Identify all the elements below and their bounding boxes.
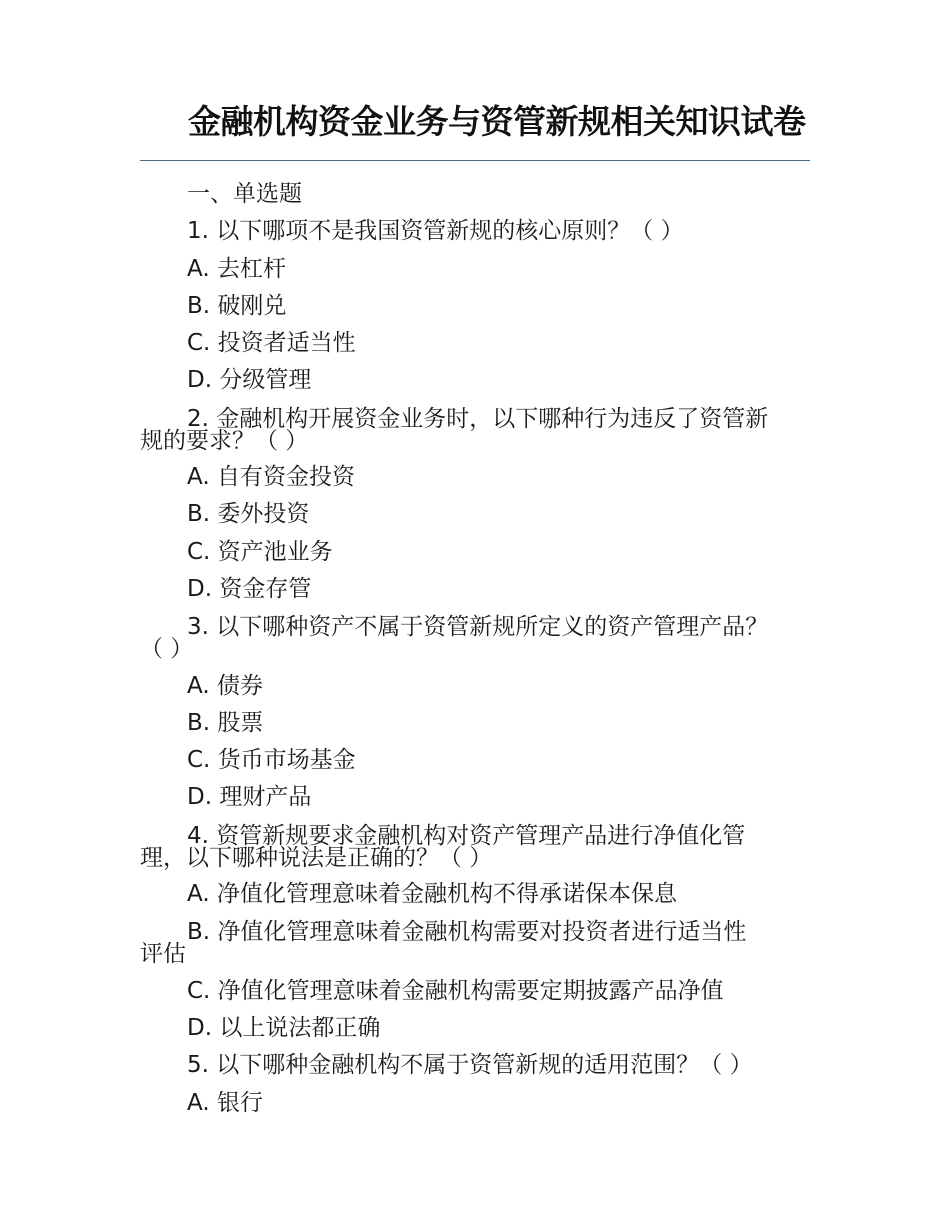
question-4-option-b-line2: 评估 bbox=[140, 941, 186, 968]
page-title: 金融机构资金业务与资管新规相关知识试卷 bbox=[188, 102, 806, 141]
question-1-stem: 1. 以下哪项不是我国资管新规的核心原则？（ ） bbox=[187, 218, 684, 245]
question-3-option-b: B. 股票 bbox=[187, 709, 264, 736]
question-5-option-a: A. 银行 bbox=[187, 1089, 263, 1116]
question-3-option-d: D. 理财产品 bbox=[187, 784, 312, 811]
question-1-option-b: B. 破刚兑 bbox=[187, 292, 287, 319]
question-4-stem-line1: 4. 资管新规要求金融机构对资产管理产品进行净值化管 bbox=[187, 822, 746, 849]
question-4-stem-line2: 理，以下哪种说法是正确的？（ ） bbox=[140, 844, 493, 871]
question-3-option-a: A. 债券 bbox=[187, 672, 263, 699]
question-2-option-c: C. 资产池业务 bbox=[187, 538, 333, 565]
question-3-stem-line2: （ ） bbox=[140, 636, 194, 663]
question-4-option-d: D. 以上说法都正确 bbox=[187, 1014, 381, 1041]
question-4-option-a: A. 净值化管理意味着金融机构不得承诺保本保息 bbox=[187, 881, 677, 908]
question-4-option-b bbox=[140, 913, 810, 972]
section-heading: 一、单选题 bbox=[187, 181, 302, 207]
question-3-option-c: C. 货币市场基金 bbox=[187, 747, 356, 774]
question-2-stem-line1: 2. 金融机构开展资金业务时，以下哪种行为违反了资管新 bbox=[187, 405, 769, 432]
question-1-option-c: C. 投资者适当性 bbox=[187, 330, 356, 357]
question-4-stem bbox=[140, 817, 810, 876]
question-2-option-d: D. 资金存管 bbox=[187, 575, 312, 602]
question-1-option-d: D. 分级管理 bbox=[187, 367, 312, 394]
question-4-option-c: C. 净值化管理意味着金融机构需要定期披露产品净值 bbox=[187, 977, 724, 1004]
question-2-stem-line2: 规的要求？（ ） bbox=[140, 427, 309, 454]
question-1-option-a: A. 去杠杆 bbox=[187, 255, 286, 282]
question-2-option-a: A. 自有资金投资 bbox=[187, 464, 355, 491]
question-4-option-b-line1: B. 净值化管理意味着金融机构需要对投资者进行适当性 bbox=[187, 919, 747, 946]
title-divider bbox=[140, 160, 810, 161]
document-body bbox=[140, 176, 810, 1122]
question-3-stem bbox=[140, 608, 810, 667]
question-5-stem: 5. 以下哪种金融机构不属于资管新规的适用范围？（ ） bbox=[187, 1052, 753, 1079]
question-2-stem bbox=[140, 400, 810, 459]
question-2-option-b: B. 委外投资 bbox=[187, 501, 310, 528]
question-3-stem-line1: 3. 以下哪种资产不属于资管新规所定义的资产管理产品？ bbox=[187, 614, 769, 641]
